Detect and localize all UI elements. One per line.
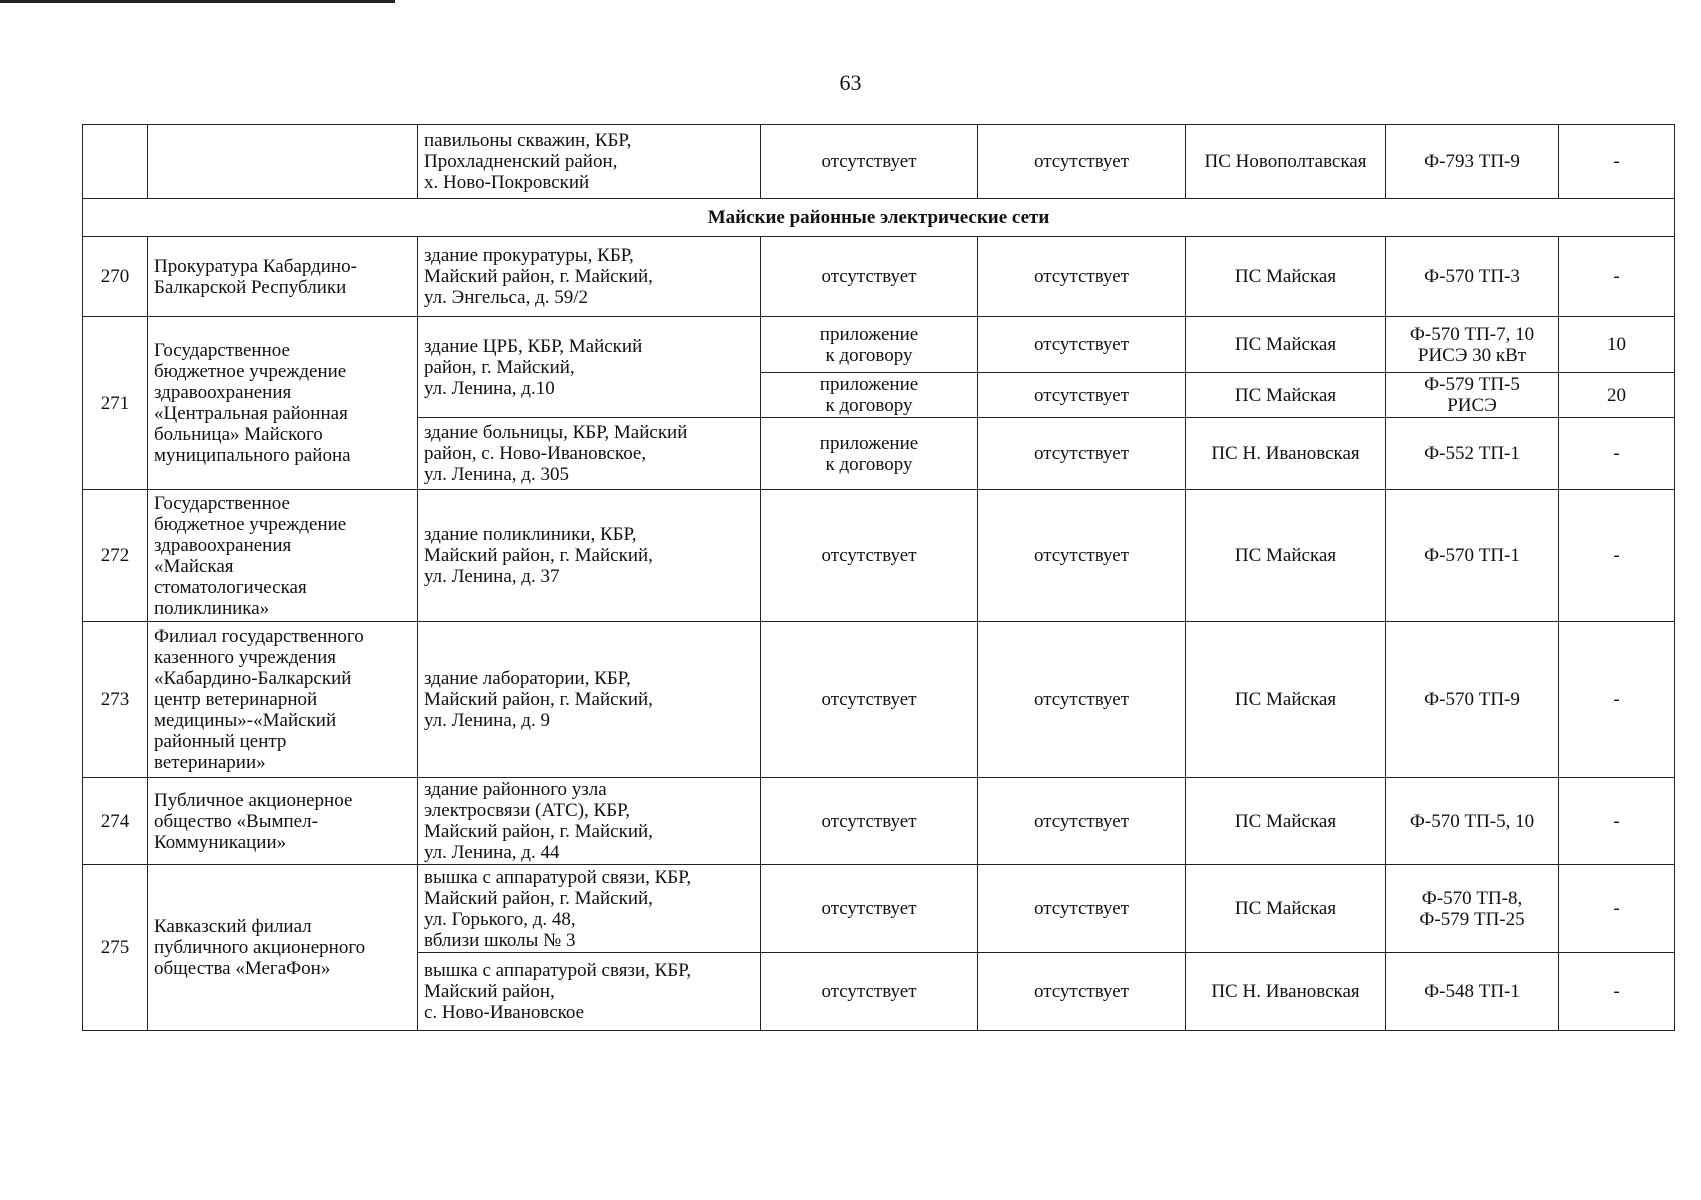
cell-address: вышка с аппаратурой связи, КБР, Майский район, г. Майский, ул. Горького, д. 48, вблизи школы № 3 bbox=[418, 865, 761, 953]
cell-organization bbox=[148, 125, 418, 199]
cell-power: - bbox=[1559, 953, 1675, 1031]
cell-col5: отсутствует bbox=[978, 125, 1186, 199]
cell-address: здание прокуратуры, КБР, Майский район, г. Майский, ул. Энгельса, д. 59/2 bbox=[418, 237, 761, 317]
cell-substation: ПС Новополтавская bbox=[1186, 125, 1386, 199]
cell-number bbox=[83, 125, 148, 199]
cell-col5: отсутствует bbox=[978, 953, 1186, 1031]
cell-col5: отсутствует bbox=[978, 418, 1186, 490]
cell-organization: Государственное бюджетное учреждение здравоохранения «Центральная районная больница» Майского муниципального района bbox=[148, 317, 418, 490]
cell-organization: Кавказский филиал публичного акционерного общества «МегаФон» bbox=[148, 865, 418, 1031]
cell-address: вышка с аппаратурой связи, КБР, Майский район, с. Ново-Ивановское bbox=[418, 953, 761, 1031]
cell-col4: отсутствует bbox=[761, 125, 978, 199]
cell-col5: отсутствует bbox=[978, 865, 1186, 953]
cell-col4: отсутствует bbox=[761, 778, 978, 865]
cell-address: павильоны скважин, КБР, Прохладненский район, х. Ново-Покровский bbox=[418, 125, 761, 199]
cell-col4: приложение к договору bbox=[761, 373, 978, 418]
table-body bbox=[83, 125, 1675, 1031]
cell-feeder: Ф-570 ТП-9 bbox=[1386, 622, 1559, 778]
document-table bbox=[82, 124, 1675, 1031]
cell-col4: приложение к договору bbox=[761, 317, 978, 373]
cell-number: 270 bbox=[83, 237, 148, 317]
cell-col5: отсутствует bbox=[978, 317, 1186, 373]
cell-col5: отсутствует bbox=[978, 237, 1186, 317]
cell-feeder: Ф-552 ТП-1 bbox=[1386, 418, 1559, 490]
table-row bbox=[83, 490, 1675, 622]
cell-substation: ПС Майская bbox=[1186, 865, 1386, 953]
top-rule bbox=[0, 0, 395, 3]
cell-col5: отсутствует bbox=[978, 778, 1186, 865]
section-title: Майские районные электрические сети bbox=[83, 199, 1675, 237]
cell-substation: ПС Майская bbox=[1186, 490, 1386, 622]
cell-col5: отсутствует bbox=[978, 490, 1186, 622]
cell-address: здание поликлиники, КБР, Майский район, г. Майский, ул. Ленина, д. 37 bbox=[418, 490, 761, 622]
cell-power: - bbox=[1559, 778, 1675, 865]
cell-number: 271 bbox=[83, 317, 148, 490]
cell-number: 274 bbox=[83, 778, 148, 865]
cell-substation: ПС Майская bbox=[1186, 622, 1386, 778]
cell-col4: приложение к договору bbox=[761, 418, 978, 490]
cell-feeder: Ф-570 ТП-5, 10 bbox=[1386, 778, 1559, 865]
cell-power: - bbox=[1559, 237, 1675, 317]
cell-col4: отсутствует bbox=[761, 865, 978, 953]
cell-col4: отсутствует bbox=[761, 622, 978, 778]
cell-power: - bbox=[1559, 622, 1675, 778]
table-row-continuation bbox=[83, 125, 1675, 199]
cell-power: 20 bbox=[1559, 373, 1675, 418]
cell-feeder: Ф-793 ТП-9 bbox=[1386, 125, 1559, 199]
cell-feeder: Ф-570 ТП-7, 10 РИСЭ 30 кВт bbox=[1386, 317, 1559, 373]
cell-address: здание ЦРБ, КБР, Майский район, г. Майский, ул. Ленина, д.10 bbox=[418, 317, 761, 418]
cell-feeder: Ф-570 ТП-3 bbox=[1386, 237, 1559, 317]
cell-substation: ПС Н. Ивановская bbox=[1186, 418, 1386, 490]
cell-col4: отсутствует bbox=[761, 490, 978, 622]
cell-organization: Государственное бюджетное учреждение здравоохранения «Майская стоматологическая поликлиника» bbox=[148, 490, 418, 622]
cell-number: 275 bbox=[83, 865, 148, 1031]
cell-address: здание больницы, КБР, Майский район, с. Ново-Ивановское, ул. Ленина, д. 305 bbox=[418, 418, 761, 490]
table-row bbox=[83, 237, 1675, 317]
cell-feeder: Ф-548 ТП-1 bbox=[1386, 953, 1559, 1031]
cell-substation: ПС Майская bbox=[1186, 317, 1386, 373]
cell-power: - bbox=[1559, 418, 1675, 490]
cell-substation: ПС Майская bbox=[1186, 778, 1386, 865]
cell-number: 273 bbox=[83, 622, 148, 778]
cell-organization: Публичное акционерное общество «Вымпел- Коммуникации» bbox=[148, 778, 418, 865]
cell-number: 272 bbox=[83, 490, 148, 622]
table-row bbox=[83, 622, 1675, 778]
cell-col5: отсутствует bbox=[978, 622, 1186, 778]
cell-power: 10 bbox=[1559, 317, 1675, 373]
cell-address: здание лаборатории, КБР, Майский район, г. Майский, ул. Ленина, д. 9 bbox=[418, 622, 761, 778]
cell-power: - bbox=[1559, 865, 1675, 953]
cell-substation: ПС Майская bbox=[1186, 373, 1386, 418]
cell-col4: отсутствует bbox=[761, 237, 978, 317]
cell-power: - bbox=[1559, 490, 1675, 622]
cell-feeder: Ф-570 ТП-1 bbox=[1386, 490, 1559, 622]
table-row bbox=[83, 778, 1675, 865]
cell-organization: Филиал государственного казенного учреждения «Кабардино-Балкарский центр ветеринарной медицины»-«Майский районный центр ветеринарии» bbox=[148, 622, 418, 778]
cell-substation: ПС Майская bbox=[1186, 237, 1386, 317]
cell-address: здание районного узла электросвязи (АТС), КБР, Майский район, г. Майский, ул. Ленина, д. 44 bbox=[418, 778, 761, 865]
cell-col5: отсутствует bbox=[978, 373, 1186, 418]
cell-col4: отсутствует bbox=[761, 953, 978, 1031]
cell-feeder: Ф-579 ТП-5 РИСЭ bbox=[1386, 373, 1559, 418]
cell-power: - bbox=[1559, 125, 1675, 199]
cell-substation: ПС Н. Ивановская bbox=[1186, 953, 1386, 1031]
table-row bbox=[83, 317, 1675, 373]
page-number: 63 bbox=[839, 70, 862, 95]
table-row bbox=[83, 865, 1675, 953]
section-header-row bbox=[83, 199, 1675, 237]
cell-organization: Прокуратура Кабардино- Балкарской Республики bbox=[148, 237, 418, 317]
cell-feeder: Ф-570 ТП-8, Ф-579 ТП-25 bbox=[1386, 865, 1559, 953]
